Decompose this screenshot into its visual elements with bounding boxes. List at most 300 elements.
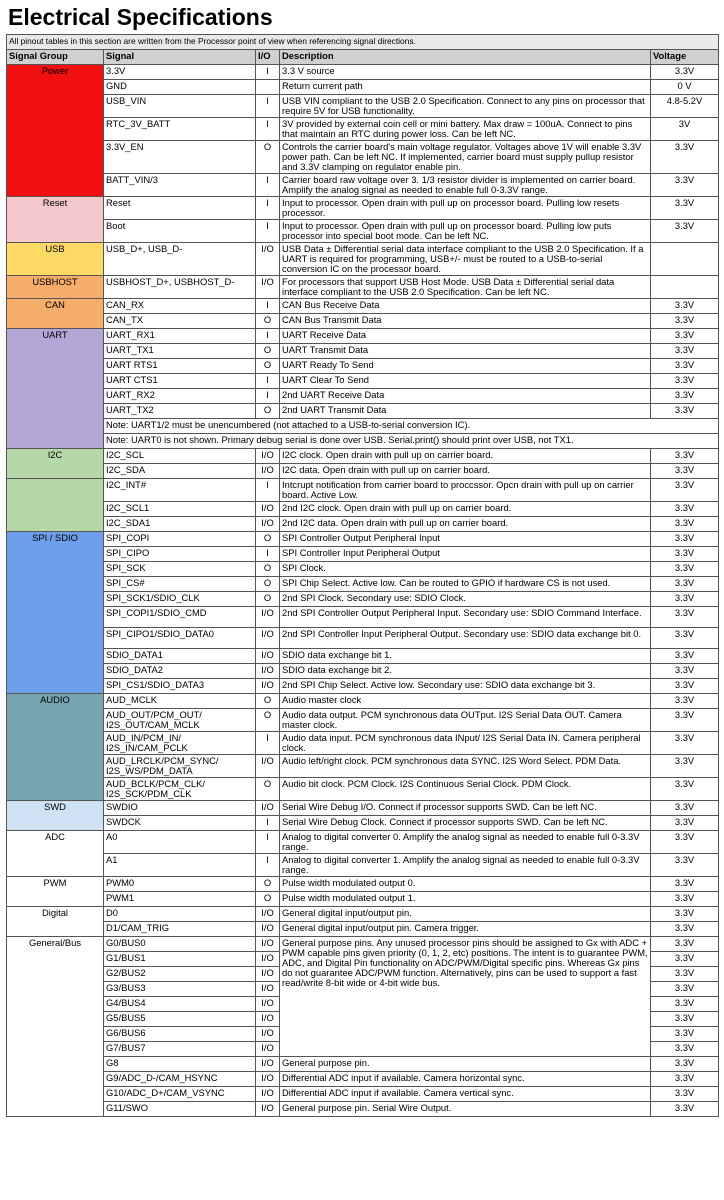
signal-cell: UART_RX2 [104, 389, 256, 404]
voltage-cell: 3.3V [651, 997, 719, 1012]
io-cell: I/O [256, 1042, 280, 1057]
io-cell: I/O [256, 628, 280, 649]
io-cell: O [256, 532, 280, 547]
description-cell: 2nd SPI Controller Input Peripheral Output. Secondary use: SDIO data exchange bit 0. [280, 628, 651, 649]
description-cell: General purpose pin. Serial Wire Output. [280, 1102, 651, 1117]
io-cell: O [256, 562, 280, 577]
io-cell: O [256, 344, 280, 359]
io-cell: I/O [256, 517, 280, 532]
signal-cell: UART_RX1 [104, 329, 256, 344]
signal-cell: SPI_CS# [104, 577, 256, 592]
description-cell: SPI Controller Output Peripheral Input [280, 532, 651, 547]
table-row [7, 679, 719, 694]
table-row [7, 922, 719, 937]
voltage-cell: 3.3V [651, 877, 719, 892]
signal-cell: I2C_SCL [104, 449, 256, 464]
io-cell: I [256, 329, 280, 344]
description-cell: 2nd UART Receive Data [280, 389, 651, 404]
signal-cell: I2C_SCL1 [104, 502, 256, 517]
description-cell: Audio master clock [280, 694, 651, 709]
table-row [7, 344, 719, 359]
table-row [7, 577, 719, 592]
voltage-cell: 4.8-5.2V [651, 95, 719, 118]
signal-cell: SDIO_DATA1 [104, 649, 256, 664]
table-row [7, 359, 719, 374]
voltage-cell: 3.3V [651, 464, 719, 479]
description-cell: 3.3 V source [280, 65, 651, 80]
voltage-cell: 3.3V [651, 517, 719, 532]
table-row [7, 1102, 719, 1117]
io-cell: I [256, 174, 280, 197]
signal-cell: AUD_OUT/PCM_OUT/ I2S_OUT/CAM_MCLK [104, 709, 256, 732]
signal-group-cell: USBHOST [7, 276, 104, 299]
signal-group-cell: SWD [7, 801, 104, 831]
signal-cell: D0 [104, 907, 256, 922]
io-cell: I [256, 299, 280, 314]
io-cell: O [256, 778, 280, 801]
page-title: Electrical Specifications [8, 4, 273, 30]
table-row [7, 65, 719, 80]
io-cell: I/O [256, 1072, 280, 1087]
description-cell: Pulse width modulated output 1. [280, 892, 651, 907]
table-row [7, 389, 719, 404]
table-row [7, 404, 719, 419]
io-cell: O [256, 314, 280, 329]
signal-group-cell: USB [7, 243, 104, 276]
signal-cell: SDIO_DATA2 [104, 664, 256, 679]
voltage-cell: 3.3V [651, 374, 719, 389]
table-row [7, 141, 719, 174]
signal-group-cell: CAN [7, 299, 104, 329]
description-cell: Pulse width modulated output 0. [280, 877, 651, 892]
voltage-cell: 3.3V [651, 389, 719, 404]
description-cell: SDIO data exchange bit 1. [280, 649, 651, 664]
io-cell: I/O [256, 607, 280, 628]
voltage-cell: 3.3V [651, 532, 719, 547]
io-cell: O [256, 694, 280, 709]
table-row [7, 709, 719, 732]
signal-cell: A1 [104, 854, 256, 877]
io-cell: I/O [256, 464, 280, 479]
table-header-row [7, 50, 719, 65]
io-cell: I [256, 389, 280, 404]
signal-cell: PWM0 [104, 877, 256, 892]
io-cell: I [256, 65, 280, 80]
table-row [7, 607, 719, 628]
io-cell: I/O [256, 997, 280, 1012]
signal-cell: UART_TX1 [104, 344, 256, 359]
description-cell: Audio bit clock. PCM Clock. I2S Continuous Serial Clock. PDM Clock. [280, 778, 651, 801]
signal-cell: G2/BUS2 [104, 967, 256, 982]
voltage-cell: 3.3V [651, 1027, 719, 1042]
voltage-cell: 3.3V [651, 197, 719, 220]
header-signal-group: Signal Group [7, 50, 104, 65]
voltage-cell: 3.3V [651, 1057, 719, 1072]
table-row [7, 329, 719, 344]
description-cell: 2nd SPI Clock. Secondary use: SDIO Clock. [280, 592, 651, 607]
io-cell: I/O [256, 801, 280, 816]
voltage-cell: 3.3V [651, 404, 719, 419]
description-cell: SPI Clock. [280, 562, 651, 577]
io-cell: I/O [256, 1027, 280, 1042]
description-cell: 2nd UART Transmit Data [280, 404, 651, 419]
io-cell: O [256, 709, 280, 732]
voltage-cell: 3.3V [651, 892, 719, 907]
signal-group-cell: PWM [7, 877, 104, 907]
description-cell: Intcrupt notification from carrier board to proccssor. Opcn drain with pull up on carrier board. Active Low. [280, 479, 651, 502]
description-cell: Audio data output. PCM synchronous data OUTput. I2S Serial Data OUT. Camera master clock. [280, 709, 651, 732]
voltage-cell: 3.3V [651, 329, 719, 344]
voltage-cell [651, 276, 719, 299]
table-row [7, 419, 719, 434]
table-row [7, 628, 719, 649]
signal-group-cell: General/Bus [7, 937, 104, 1117]
signal-cell: CAN_TX [104, 314, 256, 329]
signal-cell: A0 [104, 831, 256, 854]
row-note: Note: UART0 is not shown. Primary debug serial is done over USB. Serial.print() should print over USB, not TX1. [104, 434, 719, 449]
description-cell: Serial Wire Debug Clock. Connect if processor supports SWD. Can be left NC. [280, 816, 651, 831]
description-cell: 2nd SPI Controller Output Peripheral Input. Secondary use: SDIO Command Interface. [280, 607, 651, 628]
description-cell: Audio data input. PCM synchronous data INput/ I2S Serial Data IN. Camera peripheral clock. [280, 732, 651, 755]
description-cell: General digital input/output pin. Camera trigger. [280, 922, 651, 937]
io-cell: O [256, 404, 280, 419]
io-cell: I [256, 118, 280, 141]
voltage-cell: 3.3V [651, 982, 719, 997]
voltage-cell: 3.3V [651, 664, 719, 679]
description-cell: UART Transmit Data [280, 344, 651, 359]
signal-cell: SPI_CIPO1/SDIO_DATA0 [104, 628, 256, 649]
voltage-cell: 3.3V [651, 854, 719, 877]
voltage-cell: 3.3V [651, 607, 719, 628]
voltage-cell: 3.3V [651, 449, 719, 464]
description-cell: UART Ready To Send [280, 359, 651, 374]
signal-cell: AUD_BCLK/PCM_CLK/ I2S_SCK/PDM_CLK [104, 778, 256, 801]
voltage-cell: 3.3V [651, 1042, 719, 1057]
voltage-cell: 3.3V [651, 1012, 719, 1027]
table-body [7, 65, 719, 1117]
table-row [7, 592, 719, 607]
description-cell: Input to processor. Open drain with pull up on processor board. Pulling low resets processor. [280, 197, 651, 220]
signal-cell: G4/BUS4 [104, 997, 256, 1012]
signal-cell: SPI_CIPO [104, 547, 256, 562]
voltage-cell: 3.3V [651, 479, 719, 502]
table-row [7, 314, 719, 329]
signal-cell: G3/BUS3 [104, 982, 256, 997]
io-cell: I [256, 374, 280, 389]
io-cell: I/O [256, 664, 280, 679]
io-cell [256, 80, 280, 95]
table-row [7, 937, 719, 952]
description-cell: 2nd SPI Chip Select. Active low. Secondary use: SDIO data exchange bit 3. [280, 679, 651, 694]
signal-group-cell: ADC [7, 831, 104, 877]
table-row [7, 801, 719, 816]
signal-cell: USB_VIN [104, 95, 256, 118]
signal-cell: Boot [104, 220, 256, 243]
table-row [7, 831, 719, 854]
signal-cell: 3.3V_EN [104, 141, 256, 174]
table-row [7, 907, 719, 922]
description-cell: 2nd I2C data. Open drain with pull up on carrier board. [280, 517, 651, 532]
electrical-spec-table [6, 34, 719, 1117]
signal-cell: SPI_SCK1/SDIO_CLK [104, 592, 256, 607]
description-cell: 2nd I2C clock. Open drain with pull up on carrier board. [280, 502, 651, 517]
description-cell: Input to processor. Open drain with pull up on processor board. Pulling low puts processor into special boot mode. Can be left NC. [280, 220, 651, 243]
table-row [7, 243, 719, 276]
voltage-cell: 3.3V [651, 1102, 719, 1117]
header-signal: Signal [104, 50, 256, 65]
signal-group-cell: SPI / SDIO [7, 532, 104, 694]
table-row [7, 95, 719, 118]
signal-cell: UART RTS1 [104, 359, 256, 374]
signal-cell: G0/BUS0 [104, 937, 256, 952]
io-cell: I/O [256, 679, 280, 694]
signal-cell: AUD_MCLK [104, 694, 256, 709]
voltage-cell: 3.3V [651, 937, 719, 952]
signal-cell: USB_D+, USB_D- [104, 243, 256, 276]
table-row [7, 1057, 719, 1072]
voltage-cell: 3.3V [651, 709, 719, 732]
io-cell: I [256, 854, 280, 877]
signal-cell: SWDCK [104, 816, 256, 831]
signal-group-cell: AUDIO [7, 694, 104, 801]
io-cell: I/O [256, 502, 280, 517]
description-cell: I2C data. Open drain with pull up on carrier board. [280, 464, 651, 479]
table-row [7, 374, 719, 389]
io-cell: I/O [256, 755, 280, 778]
signal-cell: BATT_VIN/3 [104, 174, 256, 197]
table-row [7, 755, 719, 778]
description-cell: UART Clear To Send [280, 374, 651, 389]
signal-cell: SPI_CS1/SDIO_DATA3 [104, 679, 256, 694]
signal-cell: SWDIO [104, 801, 256, 816]
description-cell: I2C clock. Open drain with pull up on carrier board. [280, 449, 651, 464]
signal-cell: UART CTS1 [104, 374, 256, 389]
voltage-cell: 3.3V [651, 220, 719, 243]
voltage-cell: 3.3V [651, 502, 719, 517]
io-cell: I/O [256, 276, 280, 299]
description-cell: CAN Bus Transmit Data [280, 314, 651, 329]
table-row [7, 434, 719, 449]
voltage-cell: 3.3V [651, 922, 719, 937]
io-cell: I/O [256, 922, 280, 937]
signal-cell: SPI_COPI [104, 532, 256, 547]
voltage-cell: 3.3V [651, 65, 719, 80]
signal-group-cell: Power [7, 65, 104, 197]
signal-group-cell: Digital [7, 907, 104, 937]
io-cell: I [256, 732, 280, 755]
io-cell: I [256, 831, 280, 854]
io-cell: I/O [256, 952, 280, 967]
table-row [7, 220, 719, 243]
io-cell: I [256, 547, 280, 562]
voltage-cell: 3.3V [651, 628, 719, 649]
signal-cell: I2C_SDA1 [104, 517, 256, 532]
table-row [7, 276, 719, 299]
voltage-cell: 3.3V [651, 344, 719, 359]
signal-cell: G8 [104, 1057, 256, 1072]
voltage-cell: 3.3V [651, 831, 719, 854]
voltage-cell: 3.3V [651, 907, 719, 922]
voltage-cell: 3.3V [651, 679, 719, 694]
table-row [7, 174, 719, 197]
table-note: All pinout tables in this section are written from the Processor point of view when referencing signal directions. [7, 35, 719, 50]
signal-cell: G10/ADC_D+/CAM_VSYNC [104, 1087, 256, 1102]
io-cell: O [256, 592, 280, 607]
io-cell: I [256, 816, 280, 831]
voltage-cell: 3.3V [651, 801, 719, 816]
signal-cell: G5/BUS5 [104, 1012, 256, 1027]
description-cell: Analog to digital converter 0. Amplify the analog signal as needed to enable full 0-3.3V range. [280, 831, 651, 854]
signal-cell: USBHOST_D+, USBHOST_D- [104, 276, 256, 299]
table-row [7, 118, 719, 141]
description-cell: Return current path [280, 80, 651, 95]
signal-cell: I2C_SDA [104, 464, 256, 479]
io-cell: I [256, 95, 280, 118]
description-cell: General digital input/output pin. [280, 907, 651, 922]
table-row [7, 464, 719, 479]
signal-cell: AUD_IN/PCM_IN/ I2S_IN/CAM_PCLK [104, 732, 256, 755]
table-row [7, 449, 719, 464]
voltage-cell: 3.3V [651, 299, 719, 314]
signal-cell: 3.3V [104, 65, 256, 80]
table-row [7, 854, 719, 877]
header-voltage: Voltage [651, 50, 719, 65]
description-cell: USB Data ± Differential serial data interface compliant to the USB 2.0 Specification. If a UART is required for programming, USB+/- must be routed to a USB-to-serial conversion IC on the processor board. [280, 243, 651, 276]
voltage-cell: 3.3V [651, 359, 719, 374]
table-row [7, 80, 719, 95]
signal-cell: G9/ADC_D-/CAM_HSYNC [104, 1072, 256, 1087]
io-cell: I [256, 220, 280, 243]
voltage-cell: 3.3V [651, 562, 719, 577]
signal-cell: Reset [104, 197, 256, 220]
description-cell: For processors that support USB Host Mode. USB Data ± Differential serial data interface compliant to the USB 2.0 Specification. Can be left NC. [280, 276, 651, 299]
voltage-cell: 3.3V [651, 1072, 719, 1087]
description-cell: Controls the carrier board's main voltage regulator. Voltages above 1V will enable 3.3V power path. Can be left NC. If implemented, carrier board must supply pullup resistor and 3.3V clamping on regulator enable pin. [280, 141, 651, 174]
description-cell: General purpose pin. [280, 1057, 651, 1072]
voltage-cell: 3.3V [651, 547, 719, 562]
table-row [7, 547, 719, 562]
table-row [7, 299, 719, 314]
table-row [7, 479, 719, 502]
io-cell: I/O [256, 907, 280, 922]
signal-cell: SPI_SCK [104, 562, 256, 577]
io-cell: I/O [256, 1087, 280, 1102]
voltage-cell: 3.3V [651, 649, 719, 664]
table-row [7, 1072, 719, 1087]
io-cell: O [256, 877, 280, 892]
io-cell: I/O [256, 967, 280, 982]
signal-cell: PWM1 [104, 892, 256, 907]
table-row [7, 664, 719, 679]
description-cell: UART Receive Data [280, 329, 651, 344]
signal-cell: I2C_INT# [104, 479, 256, 502]
io-cell: I/O [256, 1102, 280, 1117]
io-cell: I/O [256, 243, 280, 276]
voltage-cell: 3.3V [651, 1087, 719, 1102]
signal-group-cell [7, 479, 104, 532]
table-row [7, 877, 719, 892]
io-cell: I/O [256, 982, 280, 997]
header-description: Description [280, 50, 651, 65]
signal-cell: UART_TX2 [104, 404, 256, 419]
io-cell: I [256, 197, 280, 220]
description-cell: Carrier board raw voltage over 3. 1/3 resistor divider is implemented on carrier board. Amplify the analog signal as needed to enable full 0-3.3V range. [280, 174, 651, 197]
voltage-cell: 3.3V [651, 732, 719, 755]
io-cell: O [256, 359, 280, 374]
table-row [7, 502, 719, 517]
io-cell: I/O [256, 1012, 280, 1027]
voltage-cell: 3.3V [651, 952, 719, 967]
description-cell: SDIO data exchange bit 2. [280, 664, 651, 679]
voltage-cell: 3.3V [651, 141, 719, 174]
signal-cell: CAN_RX [104, 299, 256, 314]
description-cell: Audio left/right clock. PCM synchronous data SYNC. I2S Word Select. PDM Data. [280, 755, 651, 778]
signal-group-cell: Reset [7, 197, 104, 243]
voltage-cell: 0 V [651, 80, 719, 95]
table-row [7, 562, 719, 577]
voltage-cell: 3.3V [651, 592, 719, 607]
signal-group-cell: UART [7, 329, 104, 449]
table-row [7, 532, 719, 547]
voltage-cell: 3.3V [651, 174, 719, 197]
voltage-cell: 3.3V [651, 967, 719, 982]
io-cell: O [256, 141, 280, 174]
signal-cell: GND [104, 80, 256, 95]
signal-cell: G11/SWO [104, 1102, 256, 1117]
signal-cell: G1/BUS1 [104, 952, 256, 967]
signal-cell: RTC_3V_BATT [104, 118, 256, 141]
signal-cell: SPI_COPI1/SDIO_CMD [104, 607, 256, 628]
voltage-cell [651, 243, 719, 276]
table-row [7, 649, 719, 664]
description-cell: Differential ADC input if available. Camera horizontal sync. [280, 1072, 651, 1087]
table-row [7, 892, 719, 907]
voltage-cell: 3.3V [651, 816, 719, 831]
description-cell: General purpose pins. Any unused processor pins should be assigned to Gx with ADC + PWM capable pins given priority (0, 1, 2, etc) positions. The intent is to guarantee PWM, ADC, and Digital Pin functionality on ADC/PWM/Digital specific pins. Whereas Gx pins do not guarantee ADC/PWM function. Alternatively, pins can be used to support a fast read/write 8-bit wide or 4-bit wide bus. [280, 937, 651, 1057]
table-row [7, 197, 719, 220]
voltage-cell: 3V [651, 118, 719, 141]
voltage-cell: 3.3V [651, 755, 719, 778]
row-note: Note: UART1/2 must be unencumbered (not attached to a USB-to-serial conversion IC). [104, 419, 719, 434]
description-cell: Differential ADC input if available. Camera vertical sync. [280, 1087, 651, 1102]
table-row [7, 694, 719, 709]
description-cell: CAN Bus Receive Data [280, 299, 651, 314]
io-cell: I/O [256, 1057, 280, 1072]
description-cell: Serial Wire Debug I/O. Connect if processor supports SWD. Can be left NC. [280, 801, 651, 816]
description-cell: SPI Controller Input Peripheral Output [280, 547, 651, 562]
table-row [7, 816, 719, 831]
io-cell: I/O [256, 937, 280, 952]
voltage-cell: 3.3V [651, 778, 719, 801]
signal-group-cell: I2C [7, 449, 104, 479]
header-io: I/O [256, 50, 280, 65]
io-cell: O [256, 892, 280, 907]
description-cell: Analog to digital converter 1. Amplify the analog signal as needed to enable full 0-3.3V range. [280, 854, 651, 877]
signal-cell: G7/BUS7 [104, 1042, 256, 1057]
voltage-cell: 3.3V [651, 577, 719, 592]
io-cell: I [256, 479, 280, 502]
description-cell: USB VIN compliant to the USB 2.0 Specification. Connect to any pins on processor that require 5V for USB functionality. [280, 95, 651, 118]
description-cell: SPI Chip Select. Active low. Can be routed to GPIO if hardware CS is not used. [280, 577, 651, 592]
io-cell: O [256, 577, 280, 592]
io-cell: I/O [256, 649, 280, 664]
voltage-cell: 3.3V [651, 314, 719, 329]
voltage-cell: 3.3V [651, 694, 719, 709]
table-row [7, 778, 719, 801]
table-row [7, 1087, 719, 1102]
description-cell: 3V provided by external coin cell or mini battery. Max draw = 100uA. Connect to pins that maintain an RTC during power loss. Can be left NC. [280, 118, 651, 141]
table-row [7, 517, 719, 532]
